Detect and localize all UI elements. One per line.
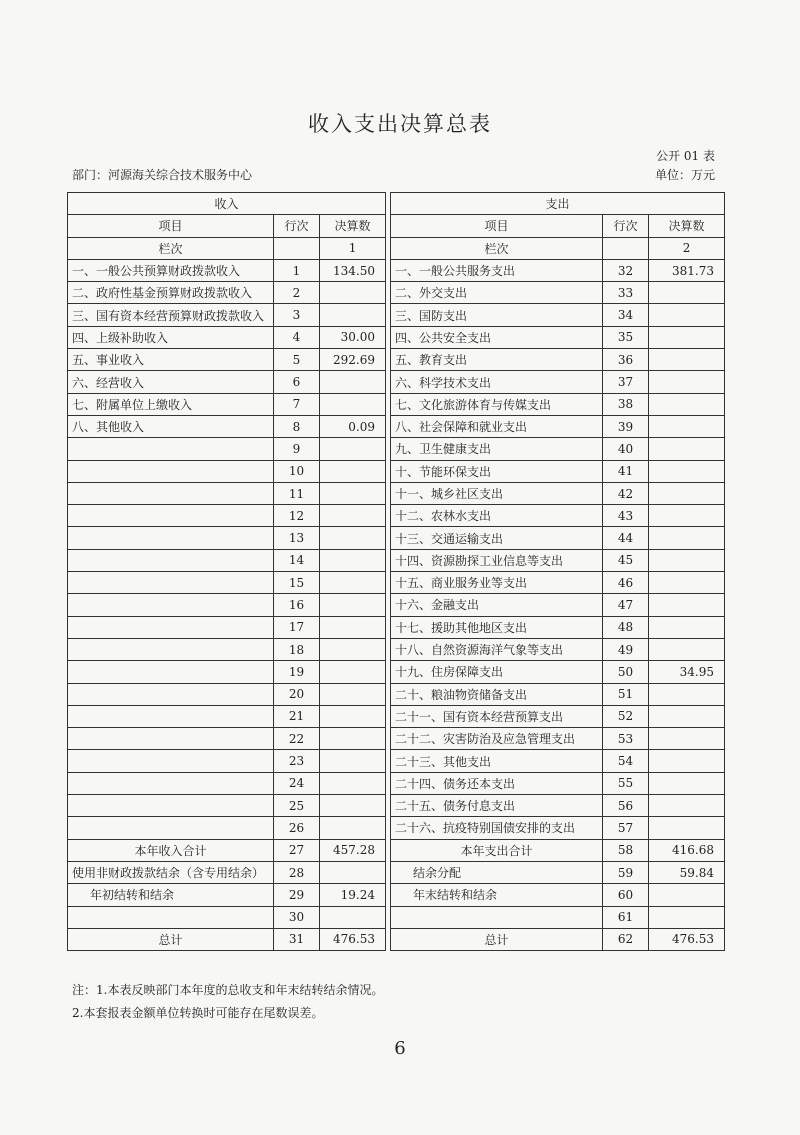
income-row: [68, 371, 386, 393]
income-row-label: 七、附属单位上缴收入: [68, 393, 274, 415]
expense-row-amount: [649, 549, 725, 571]
income-row: [68, 817, 386, 839]
expense-row-amount: [649, 728, 725, 750]
expense-row: [391, 304, 725, 326]
income-row-amount: [320, 505, 386, 527]
expense-row-number: 37: [603, 371, 649, 393]
income-row-amount: [320, 438, 386, 460]
expense-row: [391, 705, 725, 727]
expense-row-amount: [649, 527, 725, 549]
page-title: 收入支出决算总表: [308, 112, 492, 136]
income-row: [68, 460, 386, 482]
income-row: [68, 304, 386, 326]
income-row-number: 27: [274, 839, 320, 861]
expense-row-label: 二十三、其他支出: [391, 750, 603, 772]
expense-row-amount: [649, 371, 725, 393]
expense-row-number: 43: [603, 505, 649, 527]
expense-row-amount: [649, 304, 725, 326]
expense-row-amount: [649, 438, 725, 460]
expense-row-number: 32: [603, 259, 649, 281]
expense-row: [391, 750, 725, 772]
expense-row-number: 47: [603, 594, 649, 616]
expense-row: [391, 282, 725, 304]
expense-header-row: [391, 193, 725, 215]
expense-row: [391, 795, 725, 817]
expense-row-number: 55: [603, 772, 649, 794]
income-header-row: [68, 193, 386, 215]
income-row-number: 8: [274, 415, 320, 437]
income-row-amount: [320, 705, 386, 727]
income-row-amount: [320, 616, 386, 638]
expense-row-label: [391, 906, 603, 928]
income-row-label: [68, 482, 274, 504]
expense-row: [391, 594, 725, 616]
income-row: [68, 616, 386, 638]
expense-row-label: 十一、城乡社区支出: [391, 482, 603, 504]
expense-row-amount: [649, 683, 725, 705]
expense-row-label: 三、国防支出: [391, 304, 603, 326]
expense-row: [391, 861, 725, 883]
income-row: [68, 795, 386, 817]
expense-row: [391, 415, 725, 437]
expense-row-number: 51: [603, 683, 649, 705]
income-table: [67, 192, 386, 951]
income-row-number: 29: [274, 884, 320, 906]
expense-lanci-label: 栏次: [391, 237, 603, 259]
income-row-amount: [320, 750, 386, 772]
income-row: [68, 839, 386, 861]
income-row-number: 2: [274, 282, 320, 304]
expense-row: [391, 728, 725, 750]
footnote-1: 注：1.本表反映部门本年度的总收支和年末结转结余情况。: [72, 983, 384, 997]
expense-row-amount: [649, 750, 725, 772]
income-row: [68, 661, 386, 683]
page-number: 6: [394, 1038, 406, 1059]
income-row-label: [68, 705, 274, 727]
expense-row-number: 41: [603, 460, 649, 482]
income-row-amount: [320, 772, 386, 794]
expense-row-amount: [649, 638, 725, 660]
income-row-label: [68, 750, 274, 772]
income-row-amount: [320, 282, 386, 304]
income-row-label: 三、国有资本经营预算财政拨款收入: [68, 304, 274, 326]
expense-row-number: 49: [603, 638, 649, 660]
income-row-label: 年初结转和结余: [68, 884, 274, 906]
income-row-number: 22: [274, 728, 320, 750]
income-row: [68, 326, 386, 348]
income-row-number: 28: [274, 861, 320, 883]
income-row-amount: 134.50: [320, 259, 386, 281]
income-row-label: 使用非财政拨款结余（含专用结余）: [68, 861, 274, 883]
income-row: [68, 906, 386, 928]
expense-row-amount: [649, 616, 725, 638]
expense-row-label: 十四、资源勘探工业信息等支出: [391, 549, 603, 571]
expense-row: [391, 527, 725, 549]
income-row-number: 3: [274, 304, 320, 326]
income-row-label: [68, 438, 274, 460]
income-row-number: 12: [274, 505, 320, 527]
expense-row-amount: 381.73: [649, 259, 725, 281]
income-column-row: [68, 215, 386, 237]
expense-row: [391, 549, 725, 571]
income-row-number: 24: [274, 772, 320, 794]
expense-row-label: 总计: [391, 928, 603, 950]
expense-row-amount: [649, 460, 725, 482]
income-row-amount: 476.53: [320, 928, 386, 950]
income-row-amount: 19.24: [320, 884, 386, 906]
income-row-amount: [320, 304, 386, 326]
expense-row-label: 五、教育支出: [391, 349, 603, 371]
expense-row-label: 七、文化旅游体育与传媒支出: [391, 393, 603, 415]
income-row: [68, 683, 386, 705]
income-row-label: [68, 728, 274, 750]
expense-row-label: 八、社会保障和就业支出: [391, 415, 603, 437]
income-row-number: 30: [274, 906, 320, 928]
income-row-label: [68, 795, 274, 817]
expense-row-amount: [649, 572, 725, 594]
income-col-row: 行次: [274, 215, 320, 237]
expense-row: [391, 393, 725, 415]
expense-row: [391, 482, 725, 504]
expense-row-number: 36: [603, 349, 649, 371]
income-row-amount: [320, 861, 386, 883]
income-row-number: 19: [274, 661, 320, 683]
income-row-label: 一、一般公共预算财政拨款收入: [68, 259, 274, 281]
income-row-label: 本年收入合计: [68, 839, 274, 861]
income-row-number: 11: [274, 482, 320, 504]
income-row-label: [68, 572, 274, 594]
income-row-label: [68, 505, 274, 527]
expense-col-amount: 决算数: [649, 215, 725, 237]
income-row: [68, 928, 386, 950]
expense-row-label: 十五、商业服务业等支出: [391, 572, 603, 594]
form-number: 公开 01 表: [656, 149, 715, 163]
unit-label: 单位：万元: [654, 168, 715, 182]
income-row: [68, 282, 386, 304]
income-row: [68, 572, 386, 594]
income-header: 收入: [68, 193, 386, 215]
expense-row: [391, 326, 725, 348]
expense-col-item: 项目: [391, 215, 603, 237]
income-row-label: [68, 772, 274, 794]
income-row-amount: [320, 795, 386, 817]
expense-row-number: 39: [603, 415, 649, 437]
expense-row-label: 十六、金融支出: [391, 594, 603, 616]
expense-row-number: 61: [603, 906, 649, 928]
income-row-amount: [320, 482, 386, 504]
expense-row-amount: [649, 482, 725, 504]
income-row-label: [68, 817, 274, 839]
income-row: [68, 594, 386, 616]
expense-row-amount: [649, 906, 725, 928]
income-row-amount: 457.28: [320, 839, 386, 861]
expense-row: [391, 505, 725, 527]
income-row-label: [68, 527, 274, 549]
expense-row-label: 四、公共安全支出: [391, 326, 603, 348]
expense-row-amount: [649, 349, 725, 371]
income-row-number: 9: [274, 438, 320, 460]
income-row-label: [68, 683, 274, 705]
expense-row: [391, 906, 725, 928]
income-row-number: 18: [274, 638, 320, 660]
income-row-number: 7: [274, 393, 320, 415]
expense-row-amount: [649, 772, 725, 794]
income-row-amount: [320, 460, 386, 482]
income-row-number: 10: [274, 460, 320, 482]
expense-row-number: 42: [603, 482, 649, 504]
income-row-label: 四、上级补助收入: [68, 326, 274, 348]
expense-row-label: 二十二、灾害防治及应急管理支出: [391, 728, 603, 750]
expense-row-label: 结余分配: [391, 861, 603, 883]
expense-row-amount: [649, 415, 725, 437]
income-row-number: 6: [274, 371, 320, 393]
expense-row: [391, 349, 725, 371]
expense-row-amount: 59.84: [649, 861, 725, 883]
income-row-number: 26: [274, 817, 320, 839]
expense-row: [391, 817, 725, 839]
expense-row: [391, 928, 725, 950]
expense-row-label: 二十五、债务付息支出: [391, 795, 603, 817]
income-row: [68, 415, 386, 437]
expense-row: [391, 460, 725, 482]
department-label: 部门：河源海关综合技术服务中心: [72, 168, 253, 182]
expense-row-amount: [649, 594, 725, 616]
expense-row-label: 十三、交通运输支出: [391, 527, 603, 549]
footnote-2: 2.本套报表金额单位转换时可能存在尾数误差。: [72, 1006, 324, 1020]
income-row: [68, 705, 386, 727]
expense-row-amount: 416.68: [649, 839, 725, 861]
expense-row-label: 十八、自然资源海洋气象等支出: [391, 638, 603, 660]
income-row-label: [68, 616, 274, 638]
expense-row-label: 二十四、债务还本支出: [391, 772, 603, 794]
income-row-label: [68, 906, 274, 928]
expense-row-number: 34: [603, 304, 649, 326]
expense-lanci-empty: [603, 237, 649, 259]
income-row-amount: [320, 906, 386, 928]
income-row: [68, 259, 386, 281]
income-row: [68, 728, 386, 750]
expense-row-label: 本年支出合计: [391, 839, 603, 861]
expense-row-label: 十二、农林水支出: [391, 505, 603, 527]
expense-column-row: [391, 215, 725, 237]
income-row-amount: [320, 549, 386, 571]
income-row: [68, 772, 386, 794]
income-row-number: 4: [274, 326, 320, 348]
expense-row-number: 58: [603, 839, 649, 861]
expense-row-label: 二、外交支出: [391, 282, 603, 304]
income-row-number: 15: [274, 572, 320, 594]
expense-row-label: 二十、粮油物资储备支出: [391, 683, 603, 705]
income-row: [68, 393, 386, 415]
income-row-amount: [320, 683, 386, 705]
income-row-amount: [320, 393, 386, 415]
income-row-label: 总计: [68, 928, 274, 950]
expense-row-amount: [649, 884, 725, 906]
income-row-label: [68, 638, 274, 660]
expense-row-amount: [649, 505, 725, 527]
expense-row-label: 九、卫生健康支出: [391, 438, 603, 460]
expense-row-label: 十、节能环保支出: [391, 460, 603, 482]
expense-row-number: 60: [603, 884, 649, 906]
expense-row-number: 59: [603, 861, 649, 883]
expense-row-amount: [649, 393, 725, 415]
expense-row: [391, 259, 725, 281]
income-lanci-row: [68, 237, 386, 259]
expense-lanci-value: 2: [649, 237, 725, 259]
expense-lanci-row: [391, 237, 725, 259]
income-row-label: 八、其他收入: [68, 415, 274, 437]
income-row-amount: [320, 817, 386, 839]
expense-row-number: 35: [603, 326, 649, 348]
income-row-label: [68, 549, 274, 571]
income-row-amount: [320, 371, 386, 393]
income-row-label: 六、经营收入: [68, 371, 274, 393]
expense-row: [391, 616, 725, 638]
expense-row-label: 十九、住房保障支出: [391, 661, 603, 683]
expense-row-label: 二十六、抗疫特别国债安排的支出: [391, 817, 603, 839]
expense-row-number: 44: [603, 527, 649, 549]
expense-row-amount: [649, 326, 725, 348]
income-row: [68, 349, 386, 371]
income-row-number: 31: [274, 928, 320, 950]
income-row: [68, 884, 386, 906]
income-lanci-label: 栏次: [68, 237, 274, 259]
expense-row-number: 33: [603, 282, 649, 304]
expense-row: [391, 371, 725, 393]
income-row: [68, 750, 386, 772]
income-lanci-empty: [274, 237, 320, 259]
expense-row-amount: [649, 282, 725, 304]
income-row-amount: 30.00: [320, 326, 386, 348]
income-row-number: 17: [274, 616, 320, 638]
expense-row: [391, 661, 725, 683]
expense-row-number: 52: [603, 705, 649, 727]
expense-row-label: 一、一般公共服务支出: [391, 259, 603, 281]
expense-row-amount: [649, 817, 725, 839]
expense-row: [391, 884, 725, 906]
expense-row-number: 50: [603, 661, 649, 683]
income-row-number: 20: [274, 683, 320, 705]
expense-row-amount: 34.95: [649, 661, 725, 683]
income-row-number: 16: [274, 594, 320, 616]
income-row: [68, 549, 386, 571]
expense-table: [390, 192, 725, 951]
income-row-label: [68, 661, 274, 683]
income-row-amount: [320, 661, 386, 683]
expense-row-number: 57: [603, 817, 649, 839]
expense-row-number: 40: [603, 438, 649, 460]
income-row-number: 23: [274, 750, 320, 772]
expense-row-amount: [649, 705, 725, 727]
expense-row-label: 六、科学技术支出: [391, 371, 603, 393]
income-row-number: 5: [274, 349, 320, 371]
income-row-number: 21: [274, 705, 320, 727]
expense-row-number: 38: [603, 393, 649, 415]
income-row-label: [68, 460, 274, 482]
expense-row: [391, 638, 725, 660]
income-col-amount: 决算数: [320, 215, 386, 237]
income-row: [68, 527, 386, 549]
income-row-amount: [320, 572, 386, 594]
expense-row-label: 二十一、国有资本经营预算支出: [391, 705, 603, 727]
income-row: [68, 482, 386, 504]
expense-row: [391, 683, 725, 705]
income-row-amount: 292.69: [320, 349, 386, 371]
income-row-label: 五、事业收入: [68, 349, 274, 371]
expense-row-number: 54: [603, 750, 649, 772]
expense-row-amount: 476.53: [649, 928, 725, 950]
expense-row: [391, 572, 725, 594]
income-lanci-value: 1: [320, 237, 386, 259]
income-col-item: 项目: [68, 215, 274, 237]
income-row-label: 二、政府性基金预算财政拨款收入: [68, 282, 274, 304]
income-row-amount: [320, 527, 386, 549]
income-row-amount: [320, 638, 386, 660]
expense-row-number: 62: [603, 928, 649, 950]
expense-row-number: 56: [603, 795, 649, 817]
income-row-number: 1: [274, 259, 320, 281]
expense-row-amount: [649, 795, 725, 817]
income-row: [68, 505, 386, 527]
expense-row-label: 年末结转和结余: [391, 884, 603, 906]
expense-row-number: 53: [603, 728, 649, 750]
income-row-label: [68, 594, 274, 616]
income-row-amount: 0.09: [320, 415, 386, 437]
expense-row: [391, 772, 725, 794]
expense-row: [391, 839, 725, 861]
income-row: [68, 438, 386, 460]
expense-col-row: 行次: [603, 215, 649, 237]
expense-row-number: 46: [603, 572, 649, 594]
expense-row-number: 48: [603, 616, 649, 638]
income-row-amount: [320, 594, 386, 616]
income-row-number: 13: [274, 527, 320, 549]
income-row-number: 25: [274, 795, 320, 817]
expense-row-number: 45: [603, 549, 649, 571]
expense-row-label: 十七、援助其他地区支出: [391, 616, 603, 638]
income-row: [68, 638, 386, 660]
expense-header: 支出: [391, 193, 725, 215]
expense-row: [391, 438, 725, 460]
income-row-number: 14: [274, 549, 320, 571]
income-row-amount: [320, 728, 386, 750]
income-row: [68, 861, 386, 883]
